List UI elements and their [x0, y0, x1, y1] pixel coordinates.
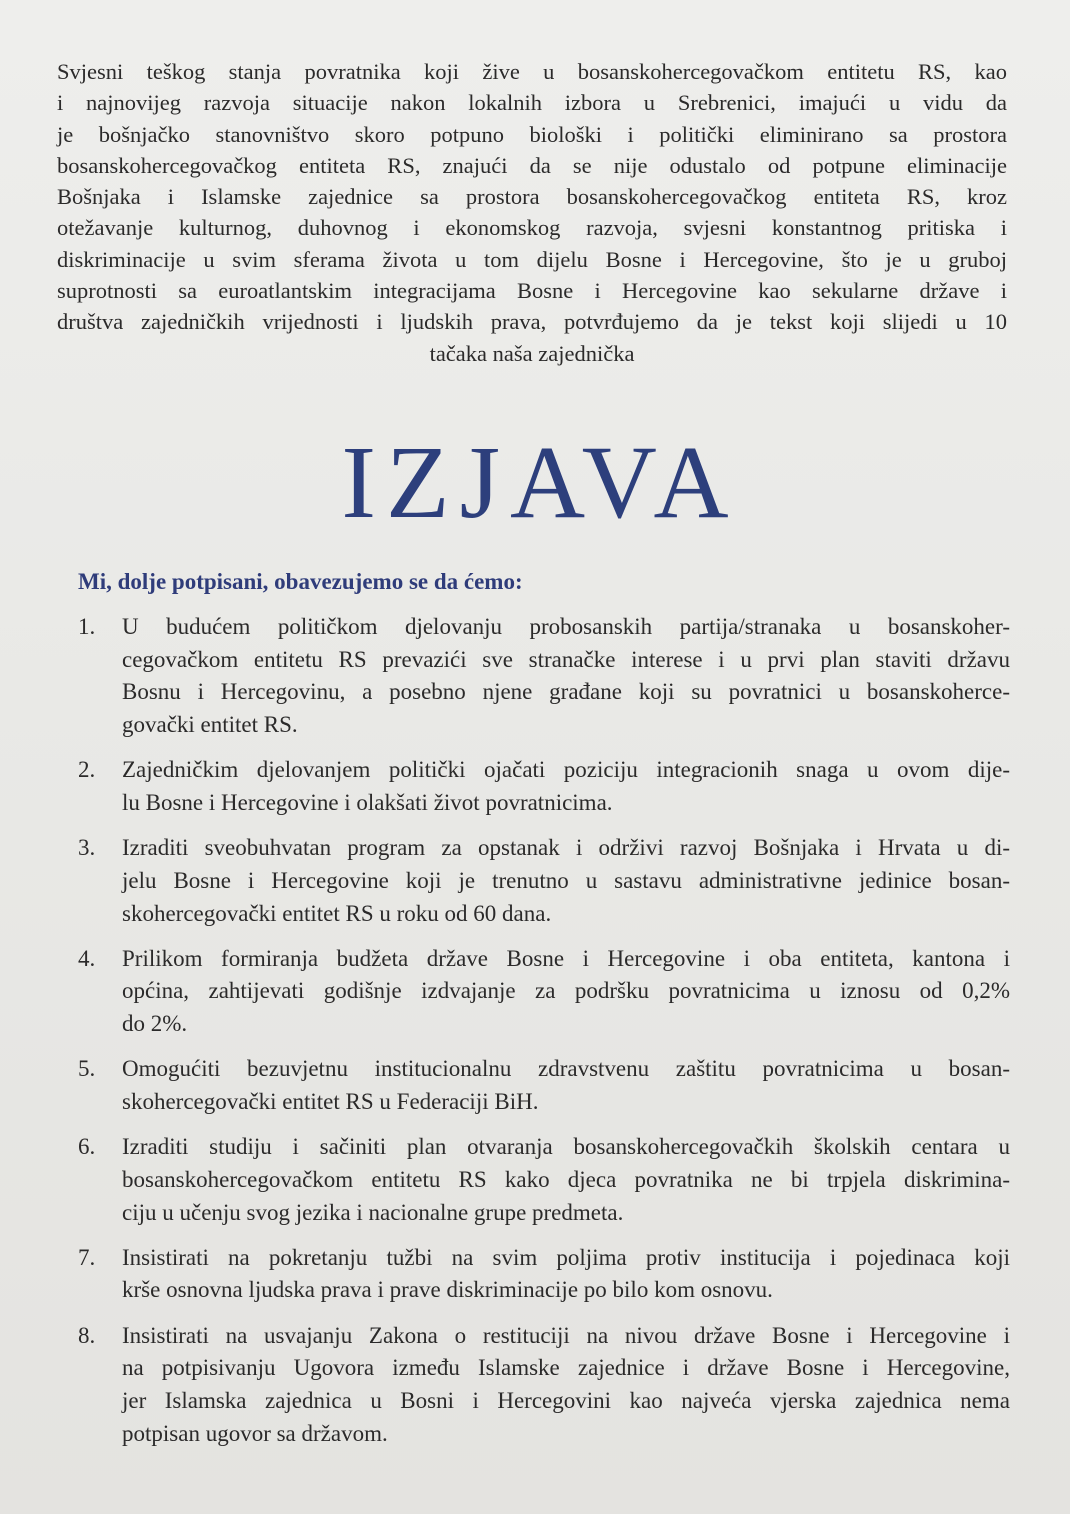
intro-line: suprotnosti sa euroatlantskim integracijama Bosne i Hercegovine kao sekularne države i — [57, 278, 1007, 304]
item-number: 2. — [78, 757, 96, 783]
item-line: ciju u učenju svog jezika i nacionalne grupe predmeta. — [122, 1199, 624, 1225]
item-number: 6. — [78, 1134, 96, 1160]
item-line: na potpisivanju Ugovora između Islamske zajednice i države Bosne i Hercegovine, — [122, 1355, 1010, 1381]
list-item — [78, 1320, 1010, 1451]
item-line: potpisan ugovor sa državom. — [122, 1420, 388, 1446]
item-line: U budućem političkom djelovanju probosanskih partija/stranaka u bosanskoher- — [122, 614, 1010, 639]
item-line: cegovačkom entitetu RS prevazići sve stranačke interese i u prvi plan staviti državu — [122, 646, 1010, 672]
item-number: 8. — [78, 1322, 96, 1348]
intro-line: diskriminacije u svim sferama života u tom dijelu Bosne i Hercegovine, što je u gruboj — [57, 246, 1007, 272]
list-item — [78, 754, 1010, 819]
item-line: skohercegovački entitet RS u Federaciji BiH. — [122, 1088, 539, 1114]
intro-line: Bošnjaka i Islamske zajednice sa prostora bosanskohercegovačkog entiteta RS, kroz — [57, 184, 1007, 210]
item-line: Izraditi studiju i sačiniti plan otvaranja bosanskohercegovačkih školskih centara u — [122, 1134, 1010, 1160]
item-line: jelu Bosne i Hercegovine koji je trenutno u sastavu administrativne jedinice bosan- — [122, 867, 1010, 893]
item-number: 3. — [78, 835, 96, 861]
intro-line: je bošnjačko stanovništvo skoro potpuno biološki i politički eliminirano sa prostora — [57, 121, 1007, 147]
item-line: Insistirati na pokretanju tužbi na svim poljima protiv institucija i pojedinaca koji — [122, 1244, 1010, 1270]
item-line: krše osnovna ljudska prava i prave diskriminacije po bilo kom osnovu. — [122, 1277, 773, 1303]
item-number: 5. — [78, 1056, 96, 1082]
intro-line: bosanskohercegovačkog entiteta RS, znajući da se nije odustalo od potpune eliminacije — [57, 152, 1007, 178]
list-item — [78, 943, 1010, 1041]
list-item — [78, 1131, 1010, 1229]
item-line: Bosnu i Hercegovinu, a posebno njene građane koji su povratnici u bosanskoherce- — [122, 679, 1010, 705]
commitment-heading: Mi, dolje potpisani, obavezujemo se da ćemo: — [78, 569, 523, 594]
item-line: Prilikom formiranja budžeta države Bosne i Hercegovine i oba entiteta, kantona i — [122, 945, 1010, 971]
list-item — [78, 611, 1010, 742]
item-line: lu Bosne i Hercegovine i olakšati život povratnicima. — [122, 789, 613, 815]
item-line: Insistirati na usvajanju Zakona o restituciji na nivou države Bosne i Hercegovine i — [122, 1322, 1010, 1348]
item-line: Zajedničkim djelovanjem politički ojačati poziciju integracionih snaga u ovom dije- — [122, 757, 1010, 783]
intro-line: otežavanje kulturnog, duhovnog i ekonomskog razvoja, svjesni konstantnog pritiska i — [57, 215, 1007, 241]
item-number: 7. — [78, 1244, 96, 1270]
list-item — [78, 832, 1010, 930]
list-item — [78, 1242, 1010, 1307]
intro-line: tačaka naša zajednička — [429, 340, 635, 366]
list-item — [78, 1053, 1010, 1118]
intro-line: Svjesni teškog stanja povratnika koji žive u bosanskohercegovačkom entitetu RS, kao — [57, 59, 1007, 84]
item-number: 1. — [78, 614, 96, 639]
commitment-list — [78, 611, 1010, 1463]
item-line: skohercegovački entitet RS u roku od 60 dana. — [122, 900, 552, 926]
intro-paragraph — [57, 56, 1007, 369]
item-line: govački entitet RS. — [122, 712, 298, 738]
document-title: IZJAVA — [341, 425, 739, 540]
item-line: Omogućiti bezuvjetnu institucionalnu zdravstvenu zaštitu povratnicima u bosan- — [122, 1056, 1010, 1082]
item-line: općina, zahtijevati godišnje izdvajanje za podršku povratnicima u iznosu od 0,2% — [122, 978, 1010, 1004]
intro-line: društva zajedničkih vrijednosti i ljudskih prava, potvrđujemo da je tekst koji slijedi u 10 — [57, 309, 1007, 335]
item-line: jer Islamska zajednica u Bosni i Hercegovini kao najveća vjerska zajednica nema — [122, 1387, 1010, 1413]
item-line: do 2%. — [122, 1011, 188, 1037]
item-line: bosanskohercegovačkom entitetu RS kako djeca povratnika ne bi trpjela diskrimina- — [122, 1166, 1010, 1192]
item-line: Izraditi sveobuhvatan program za opstanak i održivi razvoj Bošnjaka i Hrvata u di- — [122, 835, 1010, 861]
item-number: 4. — [78, 945, 96, 971]
intro-line: i najnovijeg razvoja situacije nakon lokalnih izbora u Srebrenici, imajući u vidu da — [57, 90, 1007, 116]
